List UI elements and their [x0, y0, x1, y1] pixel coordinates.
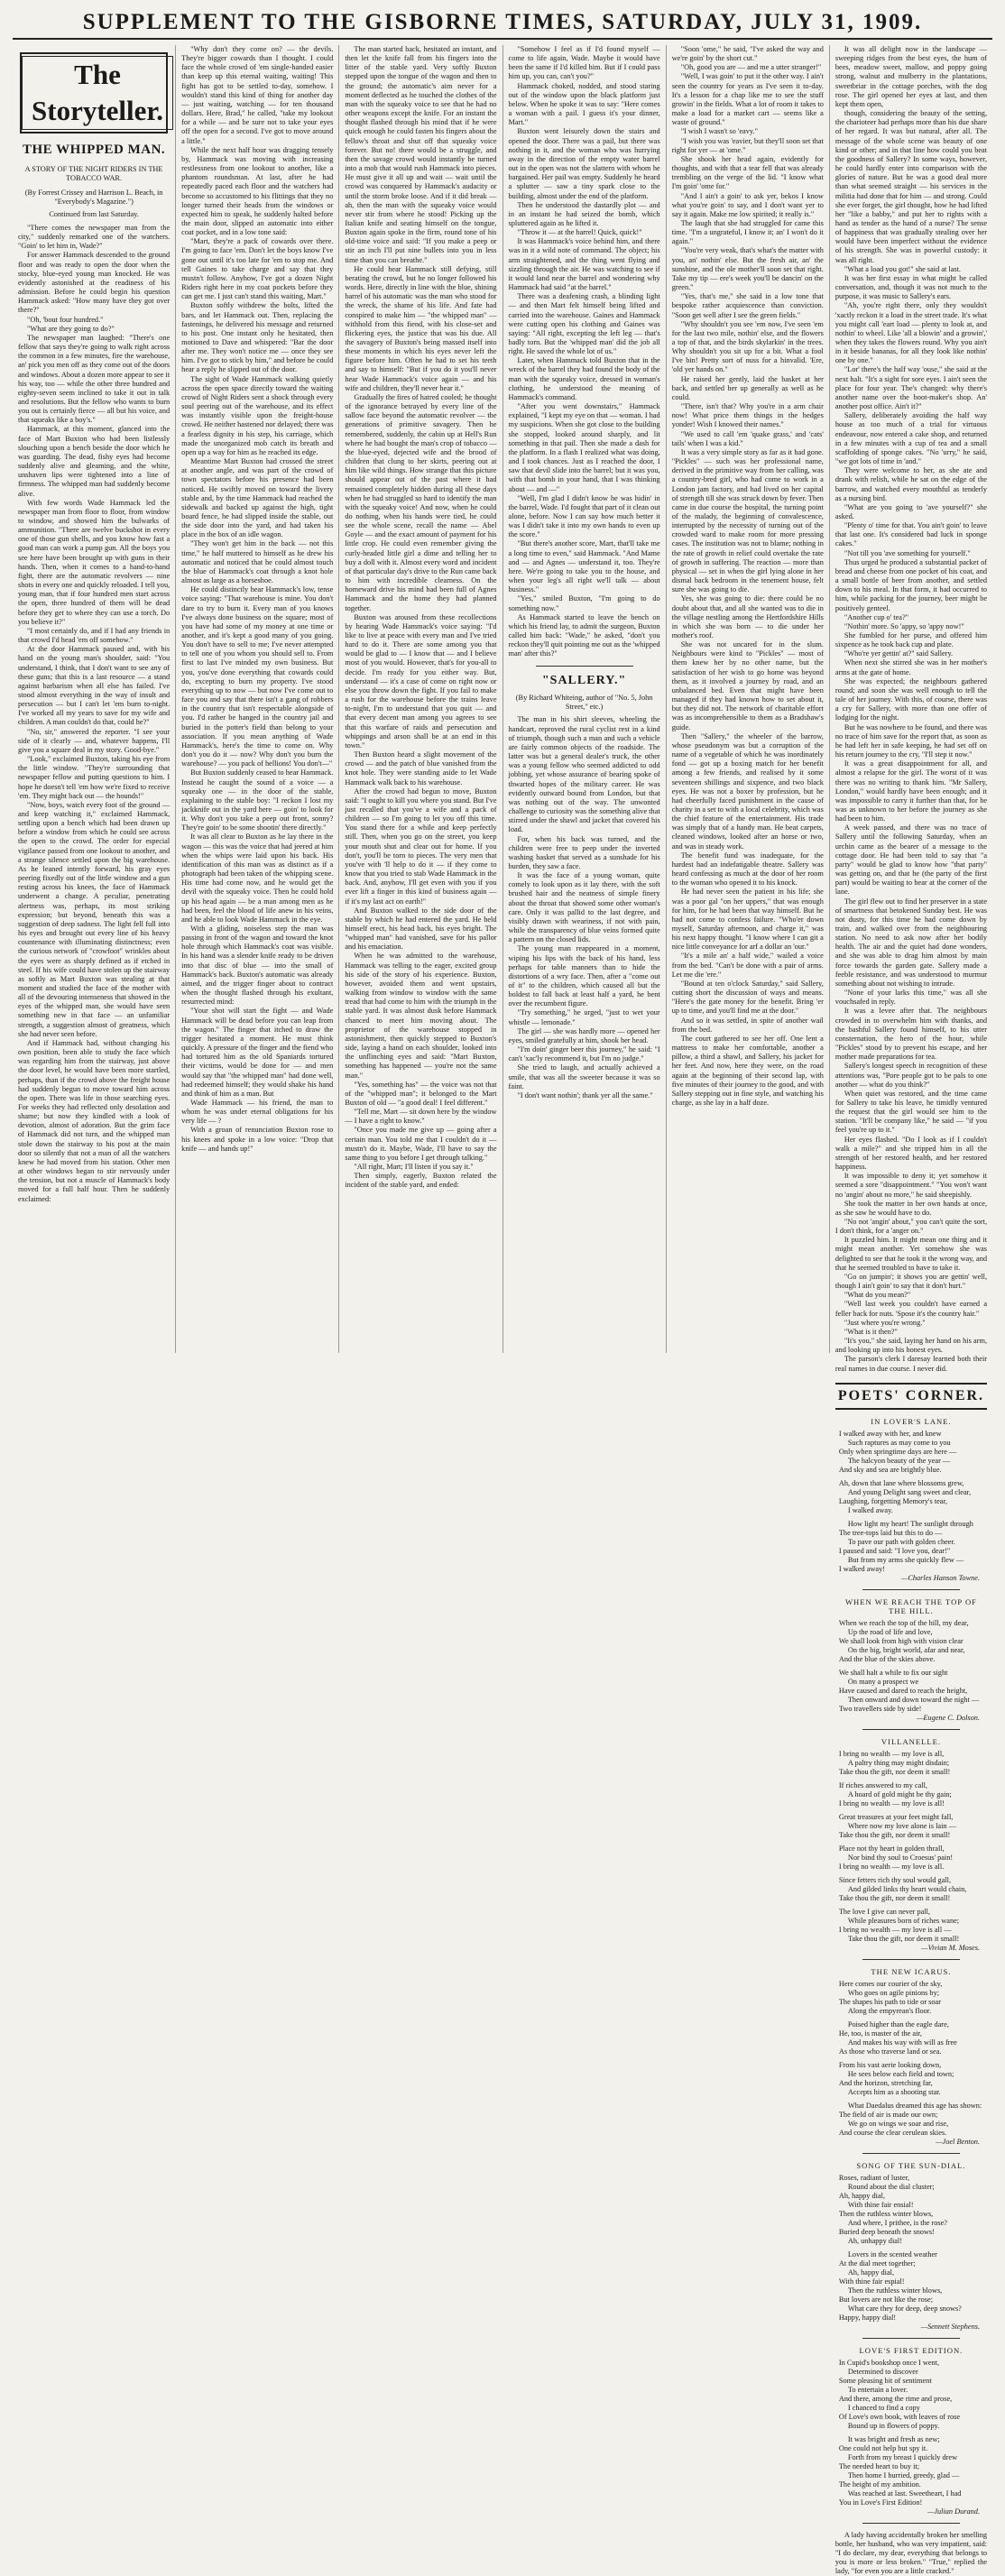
poem-line: Along the empyrean's floor. [847, 2006, 932, 2015]
poem [835, 1619, 987, 1714]
story-paragraph: "Why don't they come on? — the devils. They're bigger cowards than I thought. I could face the whole crowd of 'em single-handed easier than keep up this eternal waiting, waiting! This fight has got to be settled to-day, somehow. I wouldn't stand this kind of thing for another day — just waiting, watching — for ten thousand dollars. Here, Brad," he called, "take my lookout for a while — and be sure not to take your eyes off the open for a second. I've got to move around a little." [181, 45, 334, 145]
sallery-paragraph: The parson's clerk I daresay learned both their real names in due course. I never did. [834, 1355, 988, 1373]
story-paragraph: "Well, I'm glad I didn't know he was hidin' in the barrel, Wade. I'd fought that part of it clean out alone, before. Now I can say how much better it was I didn't take it into my own hands to even up the score." [508, 493, 660, 539]
sallery-paragraph: It was her first essay in what might be called conversation, and, though it was not much to the purpose, it was music to Sallery's ears. [834, 273, 988, 301]
story-paragraph: "After you went downstairs," Hammack explained, "I kept my eye on that — woman. I had my suspicions. When she got close to the building she stopped, looked around sharply, and lit something in that pail. Then she made a dash for the platform. In a flash I realized what was doing, and I took chances. Just as I reached the door, I saw that devil slide into the barrel; but it was you, with that bomb in your hand, that I was thinking about — and —" [508, 402, 660, 493]
poem-line: Then onward and down toward the night — [847, 1695, 980, 1704]
sallery-paragraph: "Bound at ten o'clock Saturday," said Sallery, cutting short the discussion of ways and means. "Here's the gate money for the benefit. Bring 'er up to time, and you'll find me at the door." [671, 979, 824, 1016]
story-paragraph: With a gliding, noiseless step the man was passing in front of the wagon and toward the knot hole through which Hammack's coat was visible. In his hand was a slender knife ready to be driven into that disc of blue — into the small of Hammack's back. Buxton's automatic was already aimed, and the trigger finger about to contract when the thought flashed through his exultant, resurrected mind: [181, 925, 334, 1007]
story-paragraph: While the next half hour was dragging tensely by, Hammack was moving with increasing restlessness from one lookout to another, like a phantom roundsman. At last, after he had repeatedly paced each floor and the watchers had become so accustomed to his flittings that they no longer turned their heads from the windows or expected him to speak, he suddenly halted before the main door, slipped an automatic into either coat pocket, and in a low tone said: [181, 145, 334, 237]
poem-line: Laughing, forgetting Memory's tear, [838, 1496, 947, 1505]
poem-line: I walked away! [838, 1564, 885, 1573]
story-title: THE WHIPPED MAN. [23, 143, 166, 157]
story-paragraph: The man started back, hesitated an instant, and then let the knife fall from his fingers into the litter of the stable yard. Very softly Buxton stepped upon the tongue of the wagon and then to the ground; the automatic's aim never for a moment deflected as he touched the clothes of the man with the squeaky voice to see that he had no other weapons except the knife. For an instant the thought flashed through his mind that if he were quick enough he could fasten his fingers about the fellow's throat and shut off that squeaky voice forever. But no! there would be a struggle, and then the savage crowd would instantly be turned into a mob that would rush Hammack into pieces. He must give it all up and wait — wait until the crowd was conquered by Hammack's audacity or until the storm broke loose. And if it did break — ah, then the man with the squeaky voice would never stir from where he stood! Picking up the Italian knife and seating himself on the tongue, Buxton again spoke in the firm, round tone of his old-time voice and said: "If you make a peep or stir an inch I'll put nine bullets into you in less time than you can breathe." [345, 45, 497, 264]
sallery-paragraph: It was impossible to deny it; yet somehow it seemed a sore "disappointment." "You won't want no 'angin' about no more," he said sheepishly. [834, 1172, 988, 1199]
sallery-paragraph: "Yes, that's me," she said in a low tone that bespoke rather acquiescence than conviction. "Soon get well after I see the green fields." [671, 292, 824, 319]
story-paragraph: "But there's another score, Mart, that'll take me a long time to even," said Hammack. "And Mame and — and Agnes — understand it, too. They're here. We're going to take you to the house, and when your leg's all right we'll talk — about business." [508, 539, 660, 594]
poem-line: Ah, happy dial, [838, 2191, 886, 2200]
sallery-paragraph: "Another cup o' tea?" [844, 612, 909, 621]
poem-line: A hoard of gold might be thy gain; [847, 1789, 952, 1799]
poem-line: And the horizon, stretching far, [838, 2078, 933, 2087]
story-paragraph: "Yes, something has" — the voice was not that of the "whipped man"; it belonged to the Mart Buxton of old — "a good deal! I feel different." [345, 1080, 497, 1107]
story-paragraph: Hammack choked, nodded, and stood staring out of the window upon the black platform just below. When he spoke it was to say: "Here comes a woman with a pail. I guess it's your dinner, Mart." [508, 81, 660, 127]
sallery-paragraph: Her eyes flashed. "Do I look as if I couldn't walk a mile?" and she tripped him in all the strength of her restored health, and her restored happiness. [834, 1135, 988, 1172]
poem-line: I walked away. [847, 1505, 893, 1514]
story-paragraph: But Buxton suddenly ceased to hear Hammack. Instead he caught the sound of a voice — a squeaky one — in the door of the stable, explaining to the stable boy: "I reckon I lost my jackknife out in the yard here — goin' to look for it. Why don't you take a peep out front, sonny? They're goin' to be some shootin' there directly." [181, 768, 334, 833]
sallery-paragraph: And so it was settled, in spite of another wail from the bed. [671, 1016, 824, 1034]
sallery-paragraph: "Well last week you couldn't have earned a feller back for nuts. 'Spose it's the country hair." [834, 1300, 988, 1318]
section-divider [862, 1589, 960, 1590]
story-subtitle: A STORY OF THE NIGHT RIDERS IN THE TOBACCO WAR. [24, 165, 163, 182]
sallery-paragraph: "Just where you're wrong." [844, 1318, 926, 1327]
story-paragraph: "Somehow I feel as if I'd found myself — come to life again, Wade. Maybe it would have been the same if I'd killed him. But if I could pass him up, you can, can't you?" [508, 45, 660, 81]
story-paragraph: With a groan of renunciation Buxton rose to his knees and spoke in a low voice: "Drop that knife — and hands up!" [181, 1126, 334, 1153]
story-paragraph: There was a deafening crash, a blinding light — and then Mart felt himself being lifted and carried into the warehouse. Gaines and Hammack were cutting open his clothing and Gaines was saying: "All right, excepting the left leg — that's badly torn. But the 'whipped man' did the job all right. He saved the whole lot of us." [508, 292, 660, 356]
sallery-paragraph: The girl — she was hardly more — opened her eyes, smiled gratefully at him, shook her head. [508, 1026, 660, 1044]
poem-line: The halcyon beauty of the year — [847, 1456, 951, 1465]
story-paragraph: Meantime Mart Buxton had crossed the street at another angle, and was part of the crowd of town spectators before his presence had been noticed. He swiftly moved on toward the livery stable and, by the time Hammack had reached the sidewalk and backed up against the high, tight board fence, he had slipped inside the stable, out the side door into the yard, and had taken his place in the box of an idle wagon. [181, 457, 334, 539]
poets-corner-heading: POETS' CORNER. [835, 1383, 987, 1410]
poem-line: And course the clear cerulean skies. [838, 2128, 947, 2137]
sallery-paragraph: She fumbled for her purse, and offered him sixpence as he took back cup and plate. [834, 631, 988, 649]
poem-line: I walked away with her, and knew [838, 1429, 942, 1438]
story-paragraph: It was all clear to Buxton as he lay there in the wagon — this was the voice that had jeered at him when the whips were laid upon his back. His identification of this man was as distinct as if a photograph had been taken of the whipping scene. His time had come now, and he would get the devil with the squeaky voice. Then he could hold up his head again — be a man among men as he had been, feel the blood of life anew in his veins, and he able to look Wade Hammack in the eye. [181, 833, 334, 924]
poem-line: Of Love's own book, with leaves of rose [838, 2412, 961, 2421]
story-paragraph: For answer Hammack descended to the ground floor and was ready to open the door when the stocky, blue-eyed young man knocked. He was evidently astonished at the readiness of his admission. Before he could begin his question Hammack asked: "How many have they got over there?" [18, 251, 171, 315]
sallery-paragraph: The man in his shirt sleeves, wheeling the handcart, reproved the rural cyclist rest in a kind of triumph, though such a man and such a vehicle are fairly common objects of the roadside. The latter was but a general dealer's truck, the other was a young fellow who seemed addicted to odd jobbing, yet whose assurance of bearing spoke of thwarted hopes of the military career. He was evidently outward bound from London, but that was nothing out of the way. The unwonted challenge to curiosity was the something alive that stirred under the shawl and jacket that covered his load. [508, 715, 660, 834]
sallery-paragraph: They were welcome to her, as she ate and drank with relish, while he sat on the edge of the barrow, and watched every mouthful as tenderly as a nursing bird. [834, 466, 988, 502]
poem-line: And where, I prithee, is the rose? [847, 2218, 947, 2227]
poem-line: And there, among the rime and prose, [838, 2394, 953, 2403]
story-paragraph: The sight of Wade Hammack walking quietly across the open space directly toward the waiting crowd of Night Riders sent a shock through every soul peering out of the warehouse, and its effect was instantly visible upon the freight-house crowd. He neither hastened nor delayed; there was a fearless dignity in his step, his carriage, which made the unorganized mob catch its breath and open up a way for him as he reached its edge. [181, 374, 334, 456]
story-paragraph: "They won't get him in the back — not this time," he half muttered to himself as he drew his automatic and noticed that he could almost touch the blue of Hammack's coat through a knot hole almost as large as a horseshoe. [181, 539, 334, 585]
sallery-paragraph: The laugh that she had struggled for came this time. "I'm a ungrateful, I know it; an' I won't do it again." [671, 218, 824, 246]
sallery-paragraph: "I'm doin' ginger beer this journey," he said: "I can't 'xac'ly recommend it, but I'm no judge." [508, 1045, 660, 1063]
storyteller-logo [20, 52, 168, 133]
sallery-paragraph: "What are you going to 'ave yourself?" she asked. [834, 502, 988, 520]
poem-line: At the dial meet together; [838, 2259, 916, 2268]
poem-line: Where now my love alone is lain — [847, 1821, 956, 1830]
masthead: SUPPLEMENT TO THE GISBORNE TIMES, SATURDAY, JULY 31, 1909. [13, 7, 992, 40]
poem-line: What Daedalus dreamed this age has shown: [847, 2101, 982, 2110]
poem [835, 1980, 987, 2138]
sallery-paragraph: It was a levee after that. The neighbours crowded in to overwhelm him with thanks, and the bashful Sallery found himself, to his utter consternation, the hero of the hour, while "Pickles" stood by to prevent his escape, and her mother made preparations for tea. [834, 1007, 988, 1062]
sallery-paragraph: He had never seen the patient in his life; she was a poor gal "on her uppers," that was enough for him, for he had been that way himself. But he had not come to confess failure. "Who'er down myself, Saturday afternoon, and charge it," was his next happy thought. "I know where I can git a nice little conveyance for arf a dollar an 'our." [671, 888, 824, 952]
sallery-paragraph: "You're very weak, that's what's the matter with you, an' nothin' else. But the fresh air, an' the sunshine, and the ole mother'll soon set that right. Take my tip — ere's week you'll be dancin' on the green." [671, 246, 824, 292]
story-paragraph: Buxton went leisurely down the stairs and opened the door. There was a pail, but there was nothing in it, and the woman who was hurrying away in the direction of the empty water barrel out in the open was not the slattern with whom he bargained. Her pail was empty. Suddenly he heard a splutter — saw a tiny spark close to the building, almost under the end of the platform. [508, 127, 660, 200]
poem-line: Who goes on agile pinions by; [847, 1988, 940, 1997]
story-paragraph: It was Hammack's voice behind him, and there was in it a wild note of command. The object; his arm straightened, and the thing went flying and sizzling through the air. He was watching to see if it would land near the barrel and wondering why Hammack had said "at the barrel." [508, 237, 660, 292]
poem-line: When we reach the top of the hill, my dear, [838, 1618, 969, 1627]
poem-line: Accepts him as a shooting star. [847, 2087, 941, 2096]
poem-line: The tree-tops laid but this to do — [838, 1528, 943, 1537]
poem-line: The shapes his path to tide or soar [838, 1997, 941, 2006]
poem-line: And the blue of the skies above. [838, 1654, 936, 1663]
poem-line: He, too, is master of the air, [838, 2029, 922, 2038]
story-paragraph: "There comes the newspaper man from the city," suddenly remarked one of the watchers. "Goin' to let him in, Wade?" [18, 224, 171, 251]
story-paragraph: "Tell me, Mart — sit down here by the window — I have a right to know." [345, 1108, 497, 1126]
poem-line: And gilded links thy heart would chain, [847, 1884, 967, 1893]
story-paragraph: Gradually the fires of hatred cooled; he thought of the ignorance betrayed by every line of the sallow face beyond the automatic revolver — the generations of primitive savagery. Then he remembered, suddenly, the cabin up at Hell's Run where he had bought the man's crop of tobacco — the blue-eyed, dejected wife and the brood of children that clung to her skirts, peering out at him like wild things. How strange that this picture should appear out of the past where it had remained completely hidden during all these days when he had struggled so hard to identify the man with the squeaky voice! And now, when he could do nothing, when his hands were tied, he could see the whole scene, recall the name — Abel Goyle — and the exact amount of payment for his little crop. He could even remember giving the curly-headed little girl a dime and telling her to buy a doll with it. Almost every word and incident of that particular day's drive to the Run came back to him with incredible clearness. On the homeward drive his mind had been full of Agnes Hammack and the home they had planned together. [345, 392, 497, 612]
storyteller-logo-text: The Storyteller. [22, 56, 173, 130]
poem-line: The love I give can never pall, [838, 1907, 930, 1916]
poem-line: Place not thy heart in golden thrall, [838, 1844, 945, 1853]
poem-title: SONG OF THE SUN-DIAL. [856, 2160, 966, 2170]
poem-line: Up the road of life and love, [847, 1627, 933, 1636]
sallery-paragraph: A week passed, and there was no trace of Sallery until the following Saturday, when an urchin came as the bearer of a message to the cottage door. He had been told to say that "a party" would be glad to know how "that party" was getting on, and that he (the party of the first part) would be waiting to hear at the corner of the lane. [834, 823, 988, 897]
poem-line: Poised higher than the eagle dare, [847, 2019, 949, 2029]
story-paragraph: "Your shot will start the fight — and Wade Hammack will be dead before you can leap from the wagon." The finger that itched to draw the trigger hesitated a moment. He must think quickly. A pressure of the finger and the fiend who had tortured him as the old Spaniards tortured their victims, would be done for — and men would say that "the whipped man" had done well, had redeemed himself; they would shake his hand and think of him as a man. But [181, 1007, 334, 1098]
story-paragraph: And if Hammack had, without changing his own position, been able to study the face which was regarding him from the stairway, just above the door level, he would have been more startled, perhaps, than if the crowd above the freight house had suddenly begun to move toward him across the open. There was life in those searching eyes. For weeks they had reflected only desolation and shame; but now they kindled with a look of devotion, almost of adoration. But the grim face of Hammack did not turn, and the whipped man stole down the stairway to his post at the main door so silently that not a man of all the watchers knew he had moved from his station. Other men at other windows began to stir nervously under the tension, but not a muscle of Hammack's body moved for a full half hour. Then he suddenly exclaimed: [18, 1038, 171, 1203]
sallery-paragraph: "What do you mean?" [844, 1291, 911, 1300]
story-paragraph: "I most certainly do, and if I had any friends in that crowd I'd head 'em off somehow." [18, 626, 171, 645]
sallery-paragraph: She was not uncared for in the slum. Neighbours were kind to "Pickles" — most of them knew her by no other name, but the satisfaction of her wish to go home was beyond them, as it involved a journey by road, and an unbalanced bed. Even that might have been managed if they had known how to set about it, but they did not. The network of charitable effort was as incomprehensible to them as a Bradshaw's guide. [671, 640, 824, 731]
story-paragraph: As Hammack started to leave the bench on which his friend lay, to admit the surgeon, Buxton called him back: "Wade," he asked, "don't you reckon they'll quit pointing me out as the 'whipped man' after this?" [508, 612, 660, 658]
sallery-title: "SALLERY." [541, 674, 627, 688]
poem-line: Some pleasing bit of sentiment [838, 2376, 932, 2385]
story-paragraph: "No, sir," answered the reporter. "I see your side of it clearly — and, whatever happens, I'll give you a square deal in my story. Good-bye." [18, 727, 171, 754]
sallery-paragraph: The court gathered to see her off. One lent a mattress to make her comfortable, another a pillow, a third a shawl, and Sallery, his jacket for her feet. And now, here they were, on the road again at the beginning of their second lap, with five minutes of their journey to the good, and with Sallery stepping out in fine style, and watching his charge, as she lay in a half doze. [671, 1034, 824, 1107]
sallery-paragraph: The young man reappeared in a moment, wiping his lips with the back of his hand, less perhaps for table manners than to hide the distortions of a wry face. Then, after a "come out of it" to the children, which caused all but the boldest to fall back at least half a yard, he bent over the recumbent figure. [508, 944, 660, 1008]
poem-line: Happy, happy dial! [838, 2313, 897, 2322]
sallery-paragraph: It puzzled him. It might mean one thing and it might mean another. Yet somehow she was delighted to see that he took it the wrong way, and that he seemed troubled to have to take it. [834, 1236, 988, 1272]
section-divider [862, 1959, 960, 1960]
poem-line: Take thou the gift, nor deem it small! [838, 1830, 951, 1839]
sallery-paragraph: "There, isn't that? Why you're in a arm chair now! What price them things in the hedges yonder! Wish I knowed their names." [671, 402, 824, 429]
sallery-paragraph: Then "Sallery," the wheeler of the barrow, whose pseudonym was but a corruption of the name of a vegetable of which he was inordinately fond — got up a boxing match for her benefit among a few friends, and realised by it some seventeen shillings and sixpence, and two black eyes. He was not a boxer by profession, but he had cheerfully faced punishment in the cause of charity in a set to with a local celebrity, which was the chief feature of the entertainment. His trade was simply that of a handy man. He beat carpets, cleaned windows, looked after an horse or two, and was in steady work. [671, 731, 824, 851]
column-2 [176, 45, 339, 1353]
poem [835, 2359, 987, 2507]
poem-line: In Cupid's bookshop once I went, [838, 2358, 940, 2367]
poem-line: You in Love's First Edition! [838, 2498, 923, 2507]
poem-line: Only when springtime days are here — [838, 1447, 957, 1456]
poem-title: WHEN WE REACH THE TOP OF THE HILL. [844, 1596, 977, 1615]
story-paragraph: Then Buxton heard a slight movement of the crowd — and the patch of blue vanished from the knot hole. They were standing aside to let Wade Hammack walk back to his warehouse. [345, 750, 497, 787]
poem-line: Round about the dial cluster; [847, 2182, 935, 2191]
story-byline: (By Forrest Crissey and Harrison L. Beach, in "Everybody's Magazine.") [24, 189, 163, 206]
poem-author: —Vivian M. Moses. [921, 1943, 981, 1952]
sallery-paragraph: "Not till you 'ave something for yourself." [844, 548, 971, 557]
poem-line: From his vast aerie looking down, [838, 2060, 942, 2069]
poem-line: I bring no wealth — my love is all — [838, 1925, 952, 1934]
sallery-paragraph: "Go on jumpin'; it shows you are gettin' well, though I ain't goin' to say that it don't hurt." [834, 1272, 988, 1291]
sallery-paragraph: "Why shouldn't you see 'em now, I've seen 'em for the last two mile, nothin' else, and the flowers a top of that, and the birds skylarkin' in the trees. Why shouldn't you sit up for a bit. What a fool I've bin! Pretty sort of nuss for a hinvalid. 'Ere, 'old yer hands on." [671, 319, 824, 374]
sallery-paragraph: "I wish you was 'eavier, but they'll soon set that right for yer — at 'ome." [671, 136, 824, 154]
poem-line: As those who traverse land or sea. [838, 2047, 942, 2056]
poem-line: How light my heart! The sunlight through [847, 1519, 973, 1528]
poem-author: —Eugene C. Dolson. [916, 1713, 981, 1722]
filler-paragraph: A lady having accidentally broken her smelling bottle, her husband, who was very impatient, said: "I do declare, my dear, everything that belongs to you is more or less broken." "True," replied the lady, "for even you are a little cracked." [834, 2530, 988, 2576]
sallery-paragraph: "We used to call 'em 'quake grass,' and 'cats' tails' when I was a kid." [671, 429, 824, 447]
sallery-paragraph: It was a very simple story as far as it had gone. "Pickles" — such was her professional name, derived in the primitive way from her calling, was a country-bred girl, who had come to work in a London jam factory, and had lived on her capital of strength till she was struck down by fever. Then came in due course the hospital, the turning point of the malady, the beginning of convalescence, interrupted by the necessity of turning out of the crowded ward to make room for more pressing cases. The institution was not to blame; nothing in the rate of growth in relief could overtake the rate of growth in suffering. The reaction — more than physical — set in when the girl lying alone in her dismal back bedroom in the tenement house, felt sure she was going to die. [671, 447, 824, 594]
poem-line: I paused and said: "I love you, dear!" [838, 1546, 951, 1555]
sallery-paragraph: Sallery, deliberately avoiding the half way house as too much of a trial for virtuous endeavour, now entered a cake shop, and returned in a few minutes with a cup of tea and a small scaffolding of sponge cakes. "No 'urry," he said, "we got lots of time in 'and." [834, 411, 988, 466]
sallery-paragraph: When quiet was restored, and the time came for Sallery to take his leave, he timidly ventured the request that the girl would see him to the station. "It'll be company like," he said — "if you feel you're up to it." [834, 1089, 988, 1135]
story-paragraph: "All right, Mart; I'll listen if you say it." [354, 1163, 474, 1172]
story-paragraph: Wade Hammack — his friend, the man to whom he was under eternal obligations for his very life — ? [181, 1098, 334, 1126]
poem-line: Was reached at last. Sweetheart, I had [847, 2489, 962, 2498]
poem-line: We shall halt a while to fix our sight [838, 1668, 948, 1677]
story-paragraph: With few words Wade Hammack led the newspaper man from floor to floor, from window to window, and showed him the bulwarks of ammunition. "There are twelve buckshot in every one of those gun shells, and you know how fast a good man can work a pump gun. All the boys you see here have been brought up with guns in their hands. Then, when it comes to a hand-to-hand fight, there are the automatic revolvers — nine shots in every one and quickly reloaded. I tell you, young man, that if four hundred men start across the open, three hundred of them will be dead before they get to where they can use a torch. Do you believe it?" [18, 498, 171, 626]
poem-line: I chanced to find a copy [847, 2403, 920, 2412]
poem [835, 1430, 987, 1574]
story-paragraph: Buxton was aroused from these recollections by hearing Wade Hammack's voice saying: "I'd like to live at peace with every man and I've tried hard to do it. There are some among you that would be glad to — I know that — and I believe most of you would. However, that's for you-all to decide. I'm ready for you either way. But, understand — it's a case of come on right now or else you throw down the fight. If you fail to make a rush for the warehouse before the trains leave to-night, I'm to understand that you quit — and that every decent man among you agrees to see that this warfare of raids and persecution and whippings and arson shall be at an end in this town." [345, 612, 497, 750]
poem-line: I bring no wealth — my love is all! [838, 1799, 945, 1808]
sallery-paragraph: "Oh, good you are — and me a utter stranger!" [680, 63, 822, 72]
poem-line: One could not help but spy it. [838, 2443, 928, 2452]
poem-title: THE NEW ICARUS. [871, 1966, 952, 1976]
sallery-paragraph: "Try something," he urged, "just to wet your whistle — lemonade." [508, 1008, 660, 1026]
sallery-paragraph: He raised her gently, laid the basket at her back, and settled her up generally as well as he could. [671, 374, 824, 401]
sallery-paragraph: When next she stirred she was in her mother's arms at the gate of home. [834, 658, 988, 676]
sallery-paragraph: "It's a mile an' a half wide," wailed a voice from the bed. "Can't be done with a pair of arms. Let me die 'ere." [671, 952, 824, 979]
sallery-paragraph: "I don't want nothin'; thank yer all the same." [517, 1090, 653, 1099]
section-divider [536, 666, 633, 667]
story-paragraph: At the door Hammack paused and, with his hand on the young man's shoulder, said: "You understand, I think, that I don't want to see any of these guns; that this is a last resource — a stand against barbarism when all else has failed. I've stood almost everything in the way of insult and persecution — but I can't let 'em burn to-night. I've worked all my years to save for my wife and children. A man couldn't do that, could he?" [18, 645, 171, 727]
continued-note: Continued from last Saturday. [49, 210, 139, 218]
story-paragraph: "Once you made me give up — going after a certain man. You told me that I couldn't do it — mustn't do it. Maybe, Wade, I'll have to say the same thing to you before I get through talking." [345, 1126, 497, 1162]
sallery-paragraph: Yes, she was going to die: there could be no doubt about that, and all she wanted was to die in the village nestling among the Hertfordshire Hills in which she was born — to die under her mother's roof. [671, 594, 824, 639]
column-3 [339, 45, 502, 1353]
poem-author: —Julian Durand. [927, 2507, 981, 2516]
sallery-paragraph: It was all delight now in the landscape — sweeping ridges from the best eyes, the hum of bees, meadow sweet, mallow, and poppy going strong, walnut and mulberry in the plantations, sweetbriar in the cottage porches, with the dog rose. The girl opened her eyes at last, and then kept them open, [834, 45, 988, 108]
sallery-paragraph: "What a load you got!" she said at last. [844, 264, 961, 273]
sallery-paragraph: "Who're yer gettin' at?" said Sallery. [844, 649, 954, 658]
story-paragraph: Then he understood the dastardly plot — and in an instant he had seized the bomb, which spluttered again as he lifted it. [508, 200, 660, 227]
poem-line: To pave our path with golden cheer. [847, 1537, 955, 1546]
poem-line: The height of my ambition. [838, 2479, 921, 2489]
story-paragraph: When he was admitted to the warehouse, Hammack was telling to the eager, excited group his side of the story of his experience. Buxton, however, avoided them and went upstairs, walking from window to window with the same tread that had come to him with the triumph in the stable yard. It was almost dusk before Hammack chanced to meet him moving about. The proprietor of the warehouse stopped in astonishment, then quickly stepped to Buxton's side, laying a hand on each shoulder, looked into the unflinching eyes and said: "Mart Buxton, something has happened — you're not the same man." [345, 952, 497, 1080]
poem-line: To entertain a lover. [847, 2385, 908, 2394]
sallery-paragraph: "What is it then?" [844, 1327, 898, 1336]
poem-line: Then the ruthless winter blows, [847, 2286, 943, 2295]
poem-author: —Charles Hanson Towne. [900, 1573, 981, 1582]
story-paragraph: Hammack, at this moment, glanced into the face of Mart Buxton who had been listlessly slouching upon a bench beside the door which he was guarding. The dead, fishy eyes had become suddenly alive and gleaming, and the white, unshaven lips were tightened into a line of firmness. The whipped man had suddenly become alive. [18, 425, 171, 498]
sallery-paragraph: It was a great disappointment for all, and almost a relapse for the girl. The worst of it was there was no writing to thank him. "Mr Sallery, London," would hardly have been enough; and it was impossible to carry it further than that, for he was as unknown to her before the journey as she had been to him. [834, 759, 988, 823]
poem-author: —Sennett Stephens. [920, 2322, 981, 2331]
poem-line: Nor bind thy soul to Croesus' pain! [847, 1853, 954, 1862]
story-paragraph: "Mart, they're a pack of cowards over there. I'm going to face 'em. Don't let the boys know I've gone out until it's too late for 'em to stop me. And tell Gaines to take charge and say that they mustn't follow. Anyhow, I've got a dozen Night Riders right here in my coat pockets before they can get me. I just can't stand this waiting, Mart." [181, 237, 334, 301]
story-paragraph: "Yes," smiled Buxton, "I'm going to do something now." [508, 594, 660, 612]
section-divider [862, 2338, 960, 2339]
poem-line: Ah, down that lane where blossoms grew, [838, 1478, 964, 1487]
poem-line: We shall look from high with vision clear [838, 1636, 964, 1645]
poem-line: Take thou the gift, nor deem it small! [838, 1767, 951, 1776]
poem-line: We go on wings we soar and rise, [847, 2119, 949, 2128]
poem-line: On many a prospect we [847, 1677, 919, 1686]
sallery-paragraph: But he was nowhere to be found, and there was no trace of him save for the report that, as soon as he had left her in safe keeping, he had set off on his return journey to the cry, "I'll step it now." [834, 722, 988, 759]
sallery-paragraph: "Nothin' more. So 'appy, so 'appy now!" [844, 621, 964, 630]
sallery-paragraph: It was the face of a young woman, quite comely to look upon as it lay there, with the soft brushed hair and the neatness of simple finery about the throat that showed some other woman's care. Only it was pallid to the last degree, and visibly drawn with weariness, if not with pain, while the transparency of blue veins formed quite a pattern on the closed lids. [508, 871, 660, 944]
story-paragraph: Later, when Hammack told Buxton that in the wreck of the barrel they had found the body of the man with the squeaky voice, dressed in woman's clothing, he understood the meaning of Hammack's command. [508, 356, 660, 401]
poem-line: And makes his way with will as free [847, 2038, 957, 2047]
poem-line: With thine fair espial! [838, 2277, 905, 2286]
story-paragraph: Buxton softly withdrew the bolts, lifted the bars, and let Hammack out. Then, replacing the fastenings, he delivered his message and returned to his post. One instant only he hesitated, then motioned to Dave and whispered: "Bar the door after me. They won't notice me — once they see him. I've got to stick by him," and before he could hear a reply he slipped out of the door. [181, 301, 334, 374]
poem-line: On the big, bright world, afar and near, [847, 1645, 965, 1654]
poem-line: Forth from my breast I quickly drew [847, 2452, 958, 2461]
section-divider [862, 2153, 960, 2154]
poem-line: Take thou the gift, nor deem it small! [847, 1934, 960, 1943]
story-paragraph: "Now, boys, watch every foot of the ground — and keep watching it," exclaimed Hammack, settling upon a bench which had been drawn up before a window from which he could see across the open to the crowd. The order for especial vigilance passed from one lookout to another, and a strange silence settled upon the big warehouse. As he leaned intently forward, his gray eyes peering fixedly out of the little window and a gun resting across his knees, the face of Hammack underwent a change. A peculiar, penetrating alertness was, perhaps, its most striking expression; but beyond, beneath this was a suggestion of deep sadness. The light fell full into his eyes and brought out every line of his heavy countenance with illuminating distinctness; even the curious network of "crowfoot" wrinkles about the eyes were as sharply defined as if etched in steel. If his wife could have stolen up the stairway as softly as Mart Buxton was stealing at that moment and studied the face of the mother with all of the devouring intenseness that showed in the eyes of the whipped man, she would have seen something new in that face — an unfamiliar strength, a suggestion almost of greatness, which she had never seen before. [18, 800, 171, 1038]
poem-line: Have caused and dared to reach the height, [838, 1686, 968, 1695]
poem-line: I bring no wealth — my love is all. [838, 1862, 945, 1871]
sallery-paragraph: She took the matter in her own hands at once, as she saw he would have to do. [834, 1199, 988, 1217]
sallery-paragraph: She tried to laugh, and actually achieved a smile, that was all the sweeter because it was so faint. [508, 1063, 660, 1090]
sallery-paragraph: though, considering the beauty of the setting, the charioteer had perhaps more than his due share of her regard. It was but natural, after all. The message of the whole scene was beauty of one kind or other; and in that line how could you beat the goodness of Sallery? In some ways, however, he could hardly enter into comparison with the glories of nature. But he was a good deal more than what seemed straight — his services in the militia had done that for him — and strong. Could she ever forget, the girl thought, how he had lifted her "like a babby," and put her to rights with a hand as tender as the hand of a nurse? The sense of happiness that was gradually stealing over her would have been imperfect without the evidence of his strength. She was in powerful custody: it was all right. [834, 109, 988, 264]
story-paragraph: "Throw it — at the barrel! Quick, quick!" [517, 228, 642, 237]
story-paragraph: "What are they going to do?" [27, 324, 115, 333]
sallery-paragraph: "None of your larks this time," was all she vouchsafed in reply. [834, 989, 988, 1007]
sallery-paragraph: "Plenty o' time for that. You ain't goin' to leave that last one. It's considered bad luck in sponge cakes." [834, 521, 988, 548]
column-1 [13, 45, 176, 1353]
sallery-paragraph: "Ah, you're right there, only they wouldn't 'xactly reckon it a load in the street trade. It's what you might call 'eart load — plenty to look at, and nothin' to wheel. Like 'all a blowin' and a growin',' when they takes the flowers round. Why you ain't in it beside bananas, for all they look like nothin' one by one." [834, 301, 988, 365]
poem-title: IN LOVER'S LANE. [871, 1416, 952, 1426]
poem-line: If riches answered to my call, [838, 1780, 928, 1789]
sallery-paragraph: She shook her head again, evidently for thoughts, and with that a tear fell that was already trembling on the verge of the lid. "I know what I'm goin' 'ome for." [671, 154, 824, 191]
poem-line: Roses, radiant of luster, [838, 2173, 910, 2182]
sallery-paragraph: "No not 'angin' about," you can't quite the sort, I don't think, for a 'anger on." [834, 1218, 988, 1236]
poem-line: A paltry thing may might disdain; [847, 1758, 950, 1767]
sallery-paragraph: Sallery's longest speech in recognition of these attentions was, "Pore people got to be pals to one another — what do you think?" [834, 1062, 988, 1089]
poem-line: Great treasures at your feet might fall, [838, 1812, 954, 1821]
sallery-paragraph: For, when his back was turned, and the children were free to peep under the inverted washing basket that served as a sunshade for his burden, they saw a face. [508, 834, 660, 870]
poem-line: Buried deep beneath the snows! [838, 2227, 935, 2236]
sallery-paragraph: She was expected; the neighbours gathered round; and soon she was well enough to tell the tale of her journey. With this, of course, there was a cry for Sallery, with more than one offer of lodging for the night. [834, 676, 988, 722]
sallery-paragraph: "And I ain't a goin' to ask yer, bekos I know what you're goin' to say, and I don't want yer to say it again. Make me low spirited; it really is." [671, 191, 824, 218]
story-paragraph: "Oh, 'bout four hundred." [27, 315, 104, 324]
story-paragraph: He could distinctly hear Hammack's low, tense voice saying: "That warehouse is mine. You don't dare to try to burn it. Every man of you knows I've always done business on the square; most of you have had some of my money at one time or another, and it's kept a good many of you going. You don't have to sell to me; I've never attempted to tell one of you whom you should sell to. From first to last I've minded my own business. But you, you've done everything that cowards could do, excepting to burn my property. I've stood everything up to now — but now I've come out to face you and say that there isn't a gang of robbers in the country that isn't respectable alongside of you. I'd rather be hanged in the country jail and buried in the potter's field than belong to your association. If you mean anything of Wade Hammack's, here's the time to come on. Why don't you do it — now? Why don't you burn the warehouse? — you pack of hellions! You don't—" [181, 585, 334, 768]
poem-line: But lovers are not like the rose; [838, 2295, 934, 2304]
column-4 [503, 45, 667, 1353]
story-paragraph: Then simply, eagerly, Buxton related the incident of the stable yard, and ended: [345, 1172, 497, 1190]
column-5 [667, 45, 830, 1353]
story-paragraph: "Look," exclaimed Buxton, taking his eye from the little window. "They're surrounding that newspaper fellow and putting questions to him. I hope he doesn't tell 'em how we're fixed to receive 'em. They might back out — the hounds!" [18, 755, 171, 800]
poem-line: Determined to discover [847, 2367, 918, 2376]
story-paragraph: After the crowd had begun to move, Buxton said: "I ought to kill you where you stand. But I've just recalled that you've a wife and a pack of children — so I'm going to let you off this time. You stand there for a while and keep perfectly still. Then, when you go on the street, you keep your mouth shut and clear out for home. If you don't, you'll be torn to pieces. The very men that you've with 'll help to do it — if they come to know that you tried to stab Wade Hammack in the back. And, anyhow, I'll get even with you if you ever lift a finger in this kind of business again — if it's my last act on earth!" [345, 787, 497, 906]
poem-line: While pleasures born of riches wane; [847, 1916, 960, 1925]
poem-line: Take thou the gift, nor deem it small! [838, 1893, 951, 1902]
column-6 [830, 45, 992, 2576]
sallery-paragraph: The girl flew out to find her preserver in a state of smartness that betokened Sunday best. He was not dusty, for this time he had come down by train, and walked over from the neighbouring station. No need to ask now after her bodily health. The air and the quiet had done wonders, and she was able to drag him almost by main force towards the garden gate. Sallery made a feeble resistance, and was understood to murmur something about not wishing to intrude. [834, 897, 988, 988]
poem-line: Lovers in the scented weather [847, 2249, 937, 2259]
poem-title: VILLANELLE. [881, 1736, 942, 1746]
poem-author: —Joel Benton. [936, 2137, 981, 2146]
poem-line: Then home I hurried, greedy, glad — [847, 2470, 960, 2479]
poem [835, 2174, 987, 2323]
poem-line: The needed heart to buy it; [838, 2461, 920, 2470]
poem-line: Since fetters rich thy soul would gall, [838, 1875, 952, 1884]
sallery-paragraph: Thus urged he produced a substantial packet of bread and cheese from one pocket of his coat, and a small bottle of beer from another, and settled down to his meal. In that form, it had occurred to him, while packing for the journey, beer might be positively genteel. [834, 557, 988, 612]
sallery-paragraph: The benefit fund was inadequate, for the hardest had an indefatigable theatre. Sallery was heard confessing as much at the door of her room to the woman who opened it to his knock. [671, 851, 824, 888]
poem-line: Here comes our courier of the sky, [838, 1979, 943, 1988]
poem-line: With thine fair ensial! [847, 2200, 914, 2209]
columns [13, 45, 992, 2576]
poem-line: It was bright and fresh as new; [847, 2434, 940, 2443]
sallery-paragraph: "Lor' there's the half way 'ouse," she said at the next halt. "It's a sight for sore eyes. I ain't seen the place for four year. The's changed: why there's another name over the boot-maker's shop. An' another post office. Ain't it?" [834, 365, 988, 411]
sallery-paragraph: "It's you," she said, laying her hand on his arm, and looking up into his honest eyes. [834, 1337, 988, 1355]
poem-line: Bound up in flowers of poppy. [847, 2421, 940, 2430]
poem-line: Such raptures as may come to you [847, 1438, 951, 1447]
poem-line: He sees below each field and town; [847, 2069, 954, 2078]
poem-line: The field of air is made our own; [838, 2110, 938, 2119]
sallery-paragraph: "I wish I wasn't so 'eavy." [680, 127, 758, 136]
poem-line: And sky and sea are brightly blue. [838, 1465, 942, 1474]
poem-line: What care they for deep, deep snows? [847, 2304, 962, 2313]
story-paragraph: He could hear Hammack still defying, still berating the crowd, but he no longer followed his words. Here, directly in line with the blue, shining barrel of his automatic was the man who stood for the wreck, the shame of his life. And fate had conspired to make him — "the whipped man" — withhold from this fiend, with his close-set and flickering eyes, the justice that was his due. All the savagery of Buxton's being massed itself into these moments in which his eyes never left the figure before him. Often he had to set his teeth and say to himself: "But if you do it you'll never hear Wade Hammack's voice again — and his wife and children, they'll never hear it." [345, 264, 497, 392]
section-divider [862, 1729, 960, 1730]
story-paragraph: And Buxton walked to the side door of the stable by which he had entered the yard. He held himself erect, his head back, his eyes bright. The "whipped man" had vanished, save for his pallor and his emaciation. [345, 906, 497, 952]
poem-line: Two travellers side by side! [838, 1704, 922, 1713]
poem-line: Ah, happy dial, [847, 2268, 895, 2277]
poem-line: And young Delight sang sweet and clear, [847, 1487, 972, 1496]
poem-line: Then the ruthless winter blows, [838, 2209, 934, 2218]
story-paragraph: The newspaper man laughed: "There's one fellow that says they're going to walk right across the common in a few minutes, fire the warehouse, an' pick you men off as they come out of the doors and windows. About a dozen more appear to see it his way, too — while the other three hundred and eighty-seven seem inclined to take it out in talk and resolutions. But the fellow who wants to burn you out is certainly fierce — all but his voice, and that squeaks like a boy's." [18, 333, 171, 425]
poem-line: I bring no wealth — my love is all, [838, 1749, 945, 1758]
sallery-paragraph: "Well, I was goin' to put it the other way. I ain't seen the country for years as I've seen it to-day. It's a lesson for a chap like me to see the stuff growin' in the fields. What a lot of room it takes to make a load for a market cart — seems like a waste of ground." [671, 72, 824, 127]
sallery-paragraph: "Soon 'ome," he said, "I've asked the way and we're goin' by the short cut." [671, 45, 824, 63]
section-divider [862, 2523, 960, 2524]
poem-title: LOVE'S FIRST EDITION. [859, 2345, 964, 2355]
poem [835, 1750, 987, 1944]
poem-line: Ah, unhappy dial! [847, 2236, 902, 2245]
poem-line: But from my arms she quickly flew — [847, 1555, 964, 1564]
sallery-byline: (By Richard Whiteing, author of "No. 5, John Street," etc.) [515, 694, 653, 712]
